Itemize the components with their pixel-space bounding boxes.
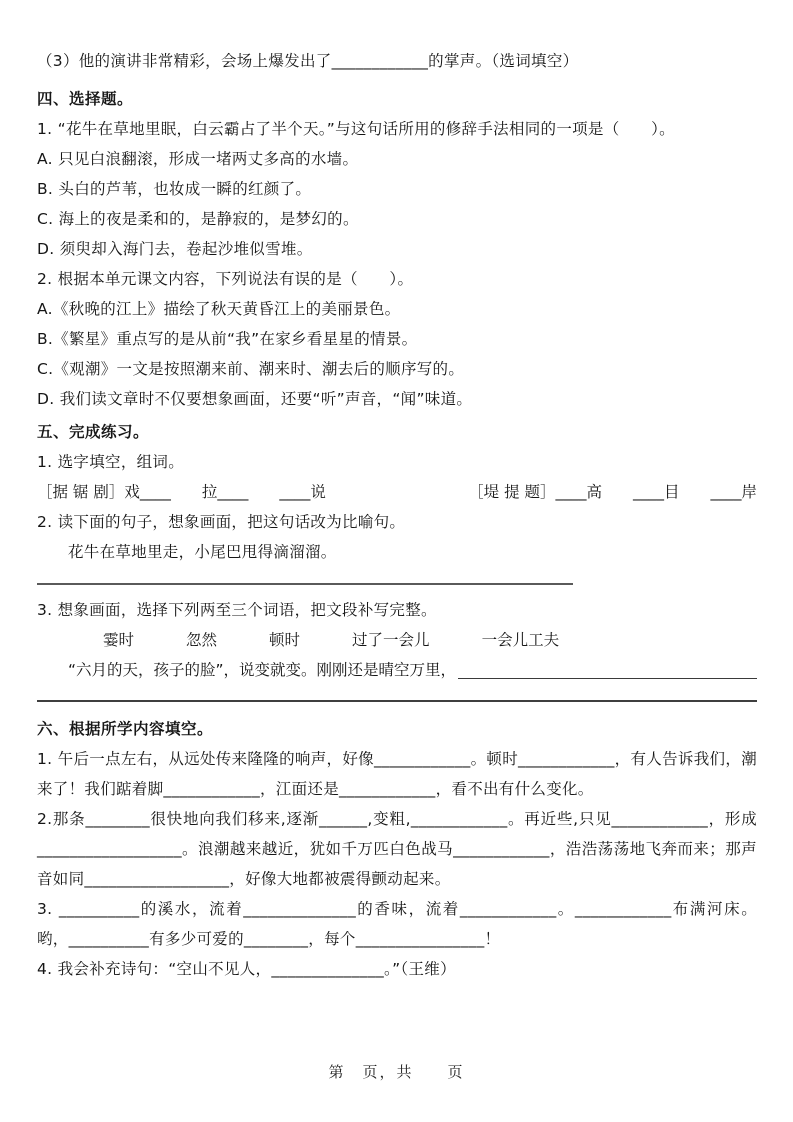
s4-q2-option-d: D. 我们读文章时不仅要想象画面，还要“听”声音，“闻”味道。 (37, 390, 473, 408)
s5-q3-passage-lead: “六月的天，孩子的脸”，说变就变。刚刚还是晴空万里， (68, 661, 457, 679)
worksheet-content (37, 46, 757, 984)
s5-q1-character-choices (37, 477, 757, 507)
answer-writing-line (37, 583, 573, 585)
s5-q2-stem: 2. 读下面的句子，想象画面，把这句话改为比喻句。 (37, 513, 406, 531)
word-bank-item: 顿时 (269, 631, 301, 649)
fill-in-item-3: （3）他的演讲非常精彩，会场上爆发出了____________的掌声。（选词填空） (37, 52, 579, 70)
s5-q1-stem: 1. 选字填空，组词。 (37, 453, 185, 471)
s6-q2-text: 2.那条________很快地向我们移来,逐渐______,变粗,____________。再近些,只见____________，形成__________________。浪潮越来越近，犹如千万匹白色战马____________，浩浩荡荡地飞奔而来；那声音如同__________________，好像大地都被震得颤动起来。 (37, 810, 757, 888)
s6-q3-text: 3. __________的溪水，流着______________的香味，流着____________。____________布满河床。哟，__________有多少可爱的________，每个________________！ (37, 900, 757, 948)
page-footer (0, 1061, 793, 1082)
fill-blank-line (458, 655, 757, 679)
section-4-heading: 四、选择题。 (37, 90, 134, 108)
s5-q3-passage (37, 655, 757, 685)
s4-q1-option-b: B. 头白的芦苇，也妆成一瞬的红颜了。 (37, 180, 312, 198)
word-bank-item: 霎时 (103, 631, 135, 649)
s4-q2-option-a: A.《秋晚的江上》描绘了秋天黄昏江上的美丽景色。 (37, 300, 401, 318)
s4-q1-stem: 1. “花牛在草地里眠，白云霸占了半个天。”与这句话所用的修辞手法相同的一项是（ ）。 (37, 120, 675, 138)
s4-q1-option-c: C. 海上的夜是柔和的，是静寂的，是梦幻的。 (37, 210, 359, 228)
s4-q2-stem: 2. 根据本单元课文内容，下列说法有误的是（ ）。 (37, 270, 414, 288)
word-bank-item: 过了一会儿 (352, 631, 430, 649)
footer-page-label: 第 页，共 页 (328, 1063, 465, 1081)
s6-q1-text: 1. 午后一点左右，从远处传来隆隆的响声，好像____________。顿时____________，有人告诉我们，潮来了！我们踮着脚____________，江面还是____________，看不出有什么变化。 (37, 750, 757, 798)
s5-q1-left-group: ［据 锯 剧］戏____ 拉____ ____说 (37, 483, 326, 501)
section-5-heading: 五、完成练习。 (37, 423, 150, 441)
word-bank-item: 一会儿工夫 (481, 631, 560, 649)
s5-q1-right-group: ［堤 提 题］____高 ____目 ____岸 (468, 483, 757, 501)
word-bank-item: 忽然 (186, 631, 218, 649)
section-6-heading: 六、根据所学内容填空。 (37, 720, 214, 738)
continuation-writing-line (37, 700, 757, 702)
s4-q2-option-c: C.《观潮》一文是按照潮来前、潮来时、潮去后的顺序写的。 (37, 360, 465, 378)
s5-q3-stem: 3. 想象画面，选择下列两至三个词语，把文段补写完整。 (37, 601, 437, 619)
s5-q3-word-bank (37, 625, 757, 655)
s4-q2-option-b: B.《繁星》重点写的是从前“我”在家乡看星星的情景。 (37, 330, 418, 348)
s6-q4-text: 4. 我会补充诗句：“空山不见人，______________。”（王维） (37, 960, 456, 978)
s4-q1-option-d: D. 须臾却入海门去，卷起沙堆似雪堆。 (37, 240, 313, 258)
s4-q1-option-a: A. 只见白浪翻滚，形成一堵两丈多高的水墙。 (37, 150, 359, 168)
s5-q2-sentence: 花牛在草地里走，小尾巴甩得滴溜溜。 (68, 543, 337, 561)
